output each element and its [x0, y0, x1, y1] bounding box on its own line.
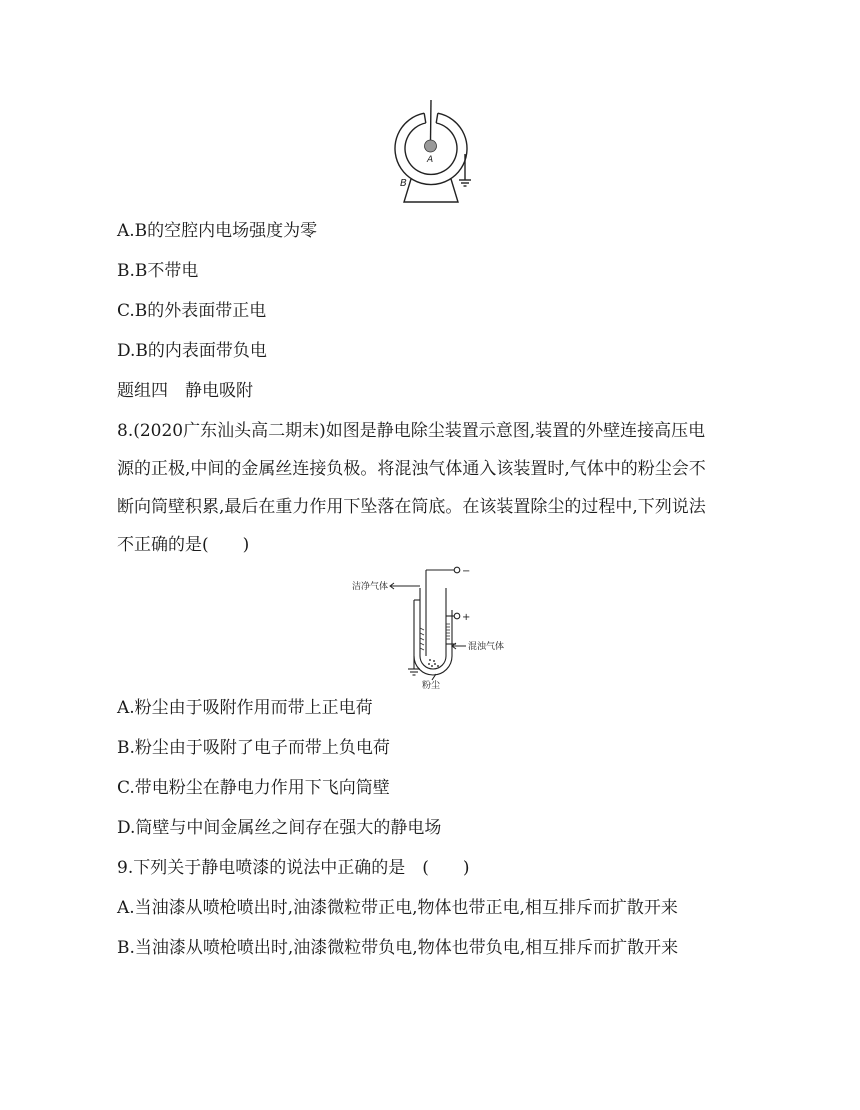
q8-option-b: B.粉尘由于吸附了电子而带上负电荷 — [117, 738, 390, 758]
q8-stem-line-2: 源的正极,中间的金属丝连接负极。将混浊气体通入该装置时,气体中的粉尘会不 — [117, 459, 706, 479]
minus-label: − — [462, 566, 471, 577]
q8-option-d: D.筒壁与中间金属丝之间存在强大的静电场 — [117, 818, 442, 838]
q9-option-b: B.当油漆从喷枪喷出时,油漆微粒带负电,物体也带负电,相互排斥而扩散开来 — [117, 938, 679, 958]
q9-stem: 9.下列关于静电喷漆的说法中正确的是 ( ) — [117, 858, 470, 878]
q7-option-d: D.B的内表面带负电 — [117, 341, 267, 361]
q9-option-a: A.当油漆从喷枪喷出时,油漆微粒带正电,物体也带正电,相互排斥而扩散开来 — [117, 898, 678, 918]
q8-stem — [117, 420, 717, 572]
q8-stem-line-1: 8.(2020广东汕头高二期末)如图是静电除尘装置示意图,装置的外壁连接高压电 — [117, 421, 706, 441]
plus-label: + — [462, 612, 471, 623]
q7-option-c: C.B的外表面带正电 — [117, 301, 267, 321]
q7-option-b: B.B不带电 — [117, 261, 199, 281]
clean-gas-label: 洁净气体 — [352, 582, 389, 592]
label-b: B — [400, 178, 407, 189]
hollow-sphere-figure — [380, 92, 490, 207]
q8-option-a: A.粉尘由于吸附作用而带上正电荷 — [117, 698, 373, 718]
dust-label: 粉尘 — [422, 681, 441, 691]
q7-option-a: A.B的空腔内电场强度为零 — [117, 221, 318, 241]
dirty-gas-label: 混浊气体 — [468, 642, 505, 652]
q8-option-c: C.带电粉尘在静电力作用下飞向筒壁 — [117, 778, 390, 798]
label-a: A — [427, 155, 434, 165]
section-heading: 题组四 静电吸附 — [117, 381, 253, 401]
q8-stem-line-4: 不正确的是( ) — [117, 535, 250, 555]
q8-stem-line-3: 断向筒壁积累,最后在重力作用下坠落在筒底。在该装置除尘的过程中,下列说法 — [117, 497, 706, 517]
precipitator-figure — [350, 564, 520, 692]
